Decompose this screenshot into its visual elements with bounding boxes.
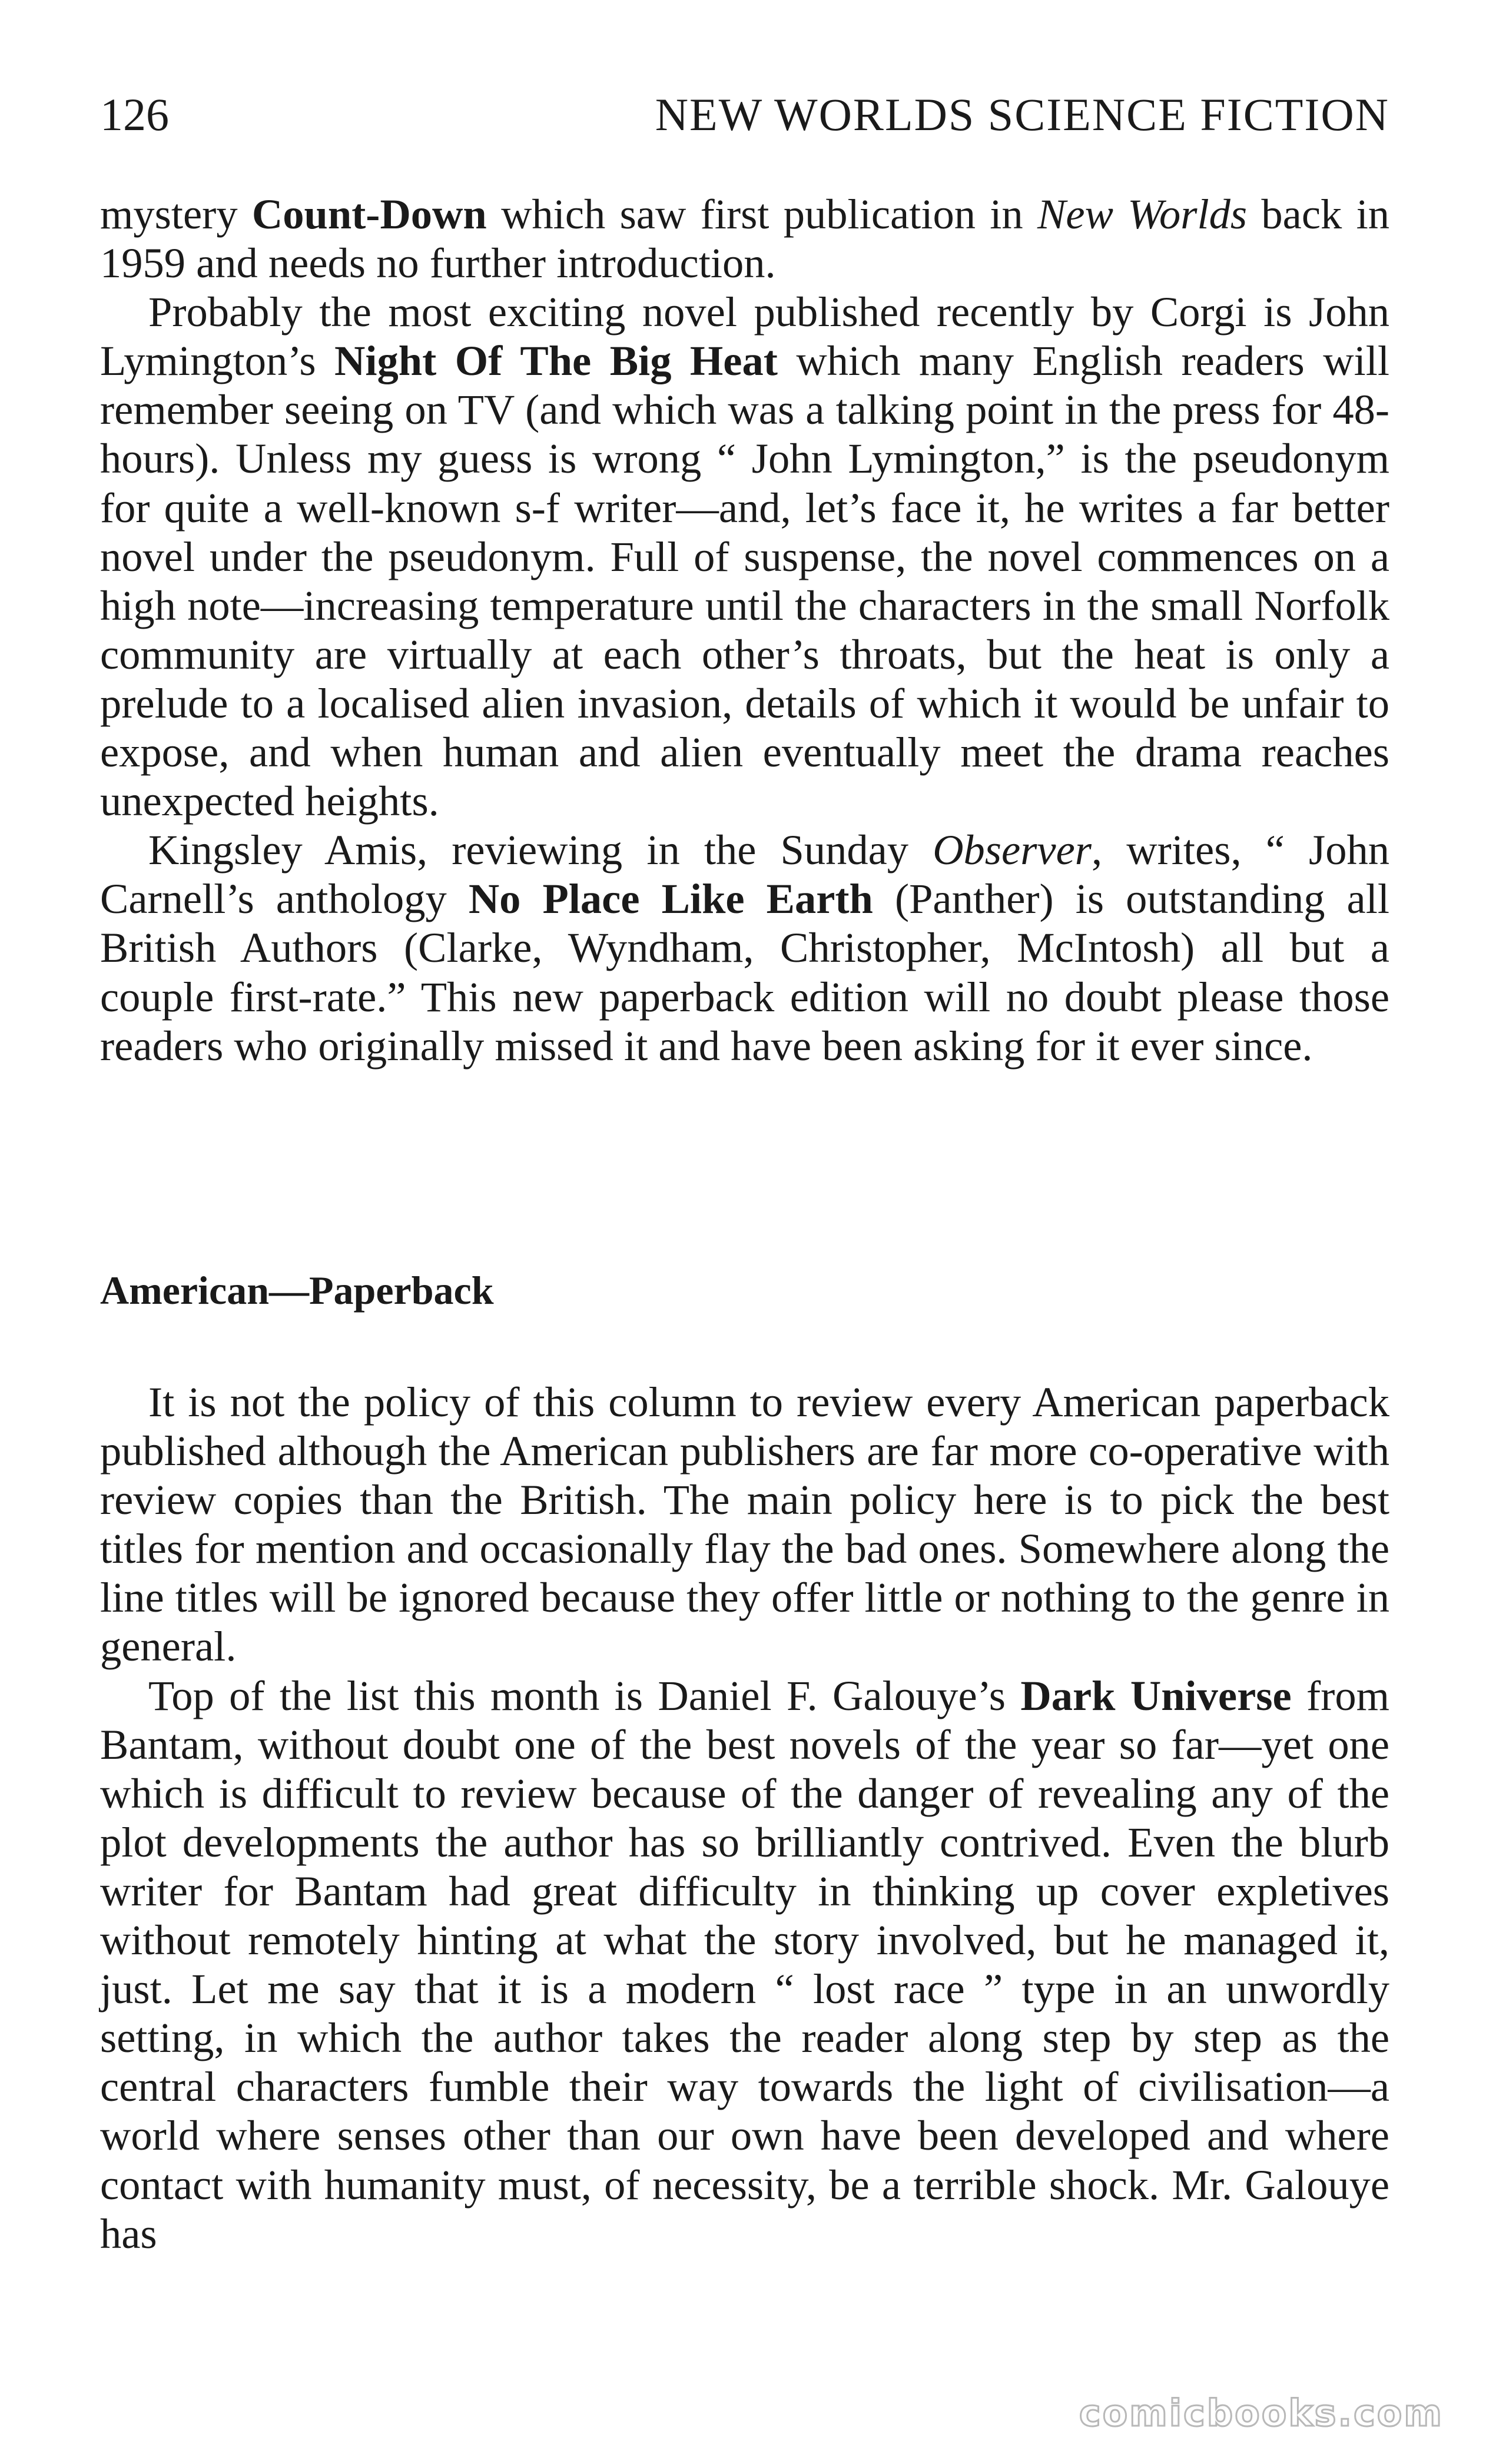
- american-text: [100, 1377, 1389, 2258]
- book-title-big-heat: Night Of The Big Heat: [334, 337, 778, 385]
- paragraph-dark-universe: [100, 1671, 1389, 2258]
- intro-text: [100, 190, 1389, 1070]
- text-run: which many English readers will remember seeing on TV (and which was a talking point in the press for 48-hours). Unless my guess is wrong “ John Lymington,” is the pseudonym for quite a well-known s-f writer—and, let’s face it, he writes a far better novel under the pseudonym. Full of suspense, the novel commences on a high note—increasing temperature until the characters in the small Norfolk community are virtually at each other’s throats, but the heat is only a prelude to a localised alien invasion, details of which it would be unfair to expose, and when human and alien eventually meet the drama reaches unexpected heights.: [100, 337, 1390, 825]
- watermark-logo: comicbooks.com: [1079, 2392, 1444, 2435]
- text-run: from Bantam, without doubt one of the best novels of the year so far—yet one which is difficult to review because of the danger of revealing any of the plot developments the author has so brilliantly contrived. Even the blurb writer for Bantam had great difficulty in thinking up cover expletives without remotely hinting at what the story involved, but he managed it, just. Let me say that it is a modern “ lost race ” type in an unwordly setting, in which the author takes the reader along step by step as the central characters fumble their way towards the light of civilisation—a world where senses other than our own have been developed and where contact with humanity must, of necessity, be a terrible shock. Mr. Galouye has: [100, 1671, 1389, 2257]
- paragraph-no-place: [100, 825, 1389, 1070]
- text-run: Kingsley Amis, reviewing in the Sunday: [148, 826, 933, 874]
- text-run: back in 1959 and needs no further introduction.: [100, 190, 1389, 287]
- text-run: mystery: [100, 190, 252, 238]
- text-run: (Panther) is outstanding all British Authors (Clarke, Wyndham, Christopher, McIntosh) all but a couple first-rate.” This new paperback edition will no doubt please those readers who originally missed it and have been asking for it ever since.: [100, 875, 1389, 1070]
- text-run: Top of the list this month is Daniel F. Galouye’s: [148, 1671, 1021, 1719]
- magazine-title: New Worlds: [1037, 190, 1248, 238]
- text-run: Probably the most exciting novel published recently by Corgi is John Lymington’s: [100, 288, 1389, 385]
- book-title-no-place: No Place Like Earth: [468, 875, 873, 923]
- page-number: 126: [100, 89, 169, 140]
- paragraph-big-heat: [100, 287, 1389, 825]
- paragraph-count-down: [100, 190, 1389, 287]
- section-heading: American—Paperback: [100, 1268, 494, 1313]
- paragraph-policy: It is not the policy of this column to review every American paperback published although the American publishers are far more co-operative with review copies than the British. The main policy here is to pick the best titles for mention and occasionally flay the bad ones. Somewhere along the line titles will be ignored because they offer little or nothing to the genre in general.: [100, 1378, 1389, 1671]
- running-head: NEW WORLDS SCIENCE FICTION: [655, 89, 1389, 140]
- page-header: [100, 88, 1389, 141]
- text-run: which saw first publication in: [486, 190, 1038, 238]
- newspaper-title: Observer: [933, 826, 1092, 874]
- text-run: , writes, “ John Carnell’s anthology: [100, 826, 1389, 923]
- book-title-count-down: Count-Down: [251, 190, 487, 238]
- book-title-dark-universe: Dark Universe: [1020, 1671, 1292, 1719]
